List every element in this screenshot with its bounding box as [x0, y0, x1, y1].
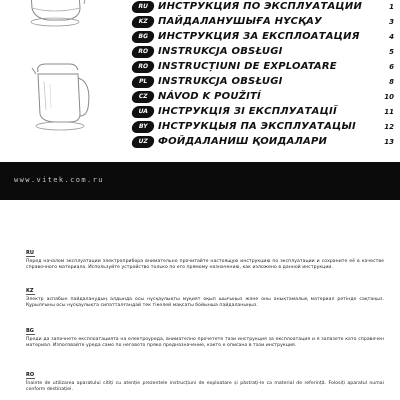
- language-badge: UA: [131, 106, 156, 118]
- toc-page: 5: [389, 48, 394, 56]
- kettle-illustration: [30, 60, 94, 132]
- toc-row-ru: [132, 0, 400, 14]
- section-text: Перед началом эксплуатации электроприбора внимательно прочитайте настоящую инструкцию по эксплуатации и сохраните её в качестве справочного материала. Используйте устройство только по его прямому назначению, как изложено в данной инструкции.: [26, 259, 384, 271]
- section-text: Электр аспабын пайдаланудың алдында осы нұсқаулықты мұқият оқып шығыңыз және оны анықтамалық материал ретінде сақтаңыз. Құрылғыны осы нұсқаулықта сипатталғандай тек тікелей мақсаты бойынша пайдаланыңыз.: [26, 297, 384, 309]
- toc-title: ИНСТРУКЦИЯ ЗА ЕКСПЛОАТАЦИЯ: [158, 31, 360, 42]
- section-kz: [26, 288, 384, 310]
- toc-title: ИНСТРУКЦИЯ ПО ЭКСПЛУАТАЦИИ: [158, 1, 363, 12]
- section-language-tag: BG: [26, 328, 34, 334]
- section-ro: [26, 372, 384, 394]
- toc-page: 3: [389, 18, 394, 26]
- language-badge: PL: [131, 76, 156, 88]
- toc-title: NÁVOD K POUŽITÍ: [158, 91, 261, 102]
- language-badge: KZ: [131, 16, 156, 28]
- toc-row-pl: [132, 75, 400, 89]
- language-badge: BY: [131, 121, 156, 133]
- toc-row-ro-1: [132, 45, 400, 59]
- toc-page: 13: [384, 138, 394, 146]
- section-bg: [26, 328, 384, 350]
- toc-row-kz: [132, 15, 400, 29]
- instructions-body: [0, 200, 400, 400]
- toc-row-bg: [132, 30, 400, 44]
- website-url[interactable]: www.vitek.com.ru: [14, 176, 104, 184]
- language-badge: RU: [131, 1, 156, 13]
- toc-title: ІНСТРУКЦІЯ ЗІ ЕКСПЛУАТАЦІЇ: [158, 106, 337, 117]
- language-badge: CZ: [131, 91, 156, 103]
- toc-page: 12: [384, 123, 394, 131]
- section-language-tag: KZ: [26, 288, 34, 294]
- section-language-tag: RU: [26, 250, 34, 256]
- section-text: Преди да започнете експлоатацията на електроуреда, внимателно прочетете тази инструкция за експлоатация и я запазете като справочен материал. Използвайте уреда само по неговото пряко предназначение, както е описано в тази инструкция.: [26, 337, 384, 349]
- toc-page: 1: [389, 3, 394, 11]
- toc-title: ПАЙДАЛАНУШЫҒА НҰСҚАУ: [158, 16, 322, 27]
- language-toc: [132, 0, 400, 150]
- language-badge: RO: [131, 61, 156, 73]
- toc-row-cz: [132, 90, 400, 104]
- toc-title: INSTRUKCJA OBSŁUGI: [158, 76, 283, 87]
- toc-page: 10: [384, 93, 394, 101]
- toc-title: INSTRUKCJA OBSŁUGI: [158, 46, 283, 57]
- toc-page: 6: [389, 63, 394, 71]
- toc-row-uz: [132, 135, 400, 149]
- toc-page: 4: [389, 33, 394, 41]
- section-ru: [26, 250, 384, 272]
- section-text: Înainte de utilizarea aparatului citiți cu atenție prezentele instrucțiuni de exploatare și păstrați-le ca material de referință. Folosiți aparatul numai conform destinației.: [26, 381, 384, 393]
- language-badge: UZ: [131, 136, 156, 148]
- toc-row-by: [132, 120, 400, 134]
- toc-page: 8: [389, 78, 394, 86]
- toc-row-ro-2: [132, 60, 400, 74]
- language-badge: RO: [131, 46, 156, 58]
- cover-top: [0, 0, 400, 162]
- toc-title: INSTRUCȚIUNI DE EXPLOATARE: [158, 61, 337, 72]
- toc-page: 11: [384, 108, 394, 116]
- language-badge: BG: [131, 31, 156, 43]
- section-language-tag: RO: [26, 372, 35, 378]
- kettle-illustration-top: [22, 0, 88, 28]
- toc-title: ФОЙДАЛАНИШ ҚОИДАЛАРИ: [158, 136, 328, 147]
- website-banner: [0, 162, 400, 200]
- toc-row-ua: [132, 105, 400, 119]
- toc-title: ІНСТРУКЦЫЯ ПА ЭКСПЛУАТАЦЫІ: [158, 121, 356, 132]
